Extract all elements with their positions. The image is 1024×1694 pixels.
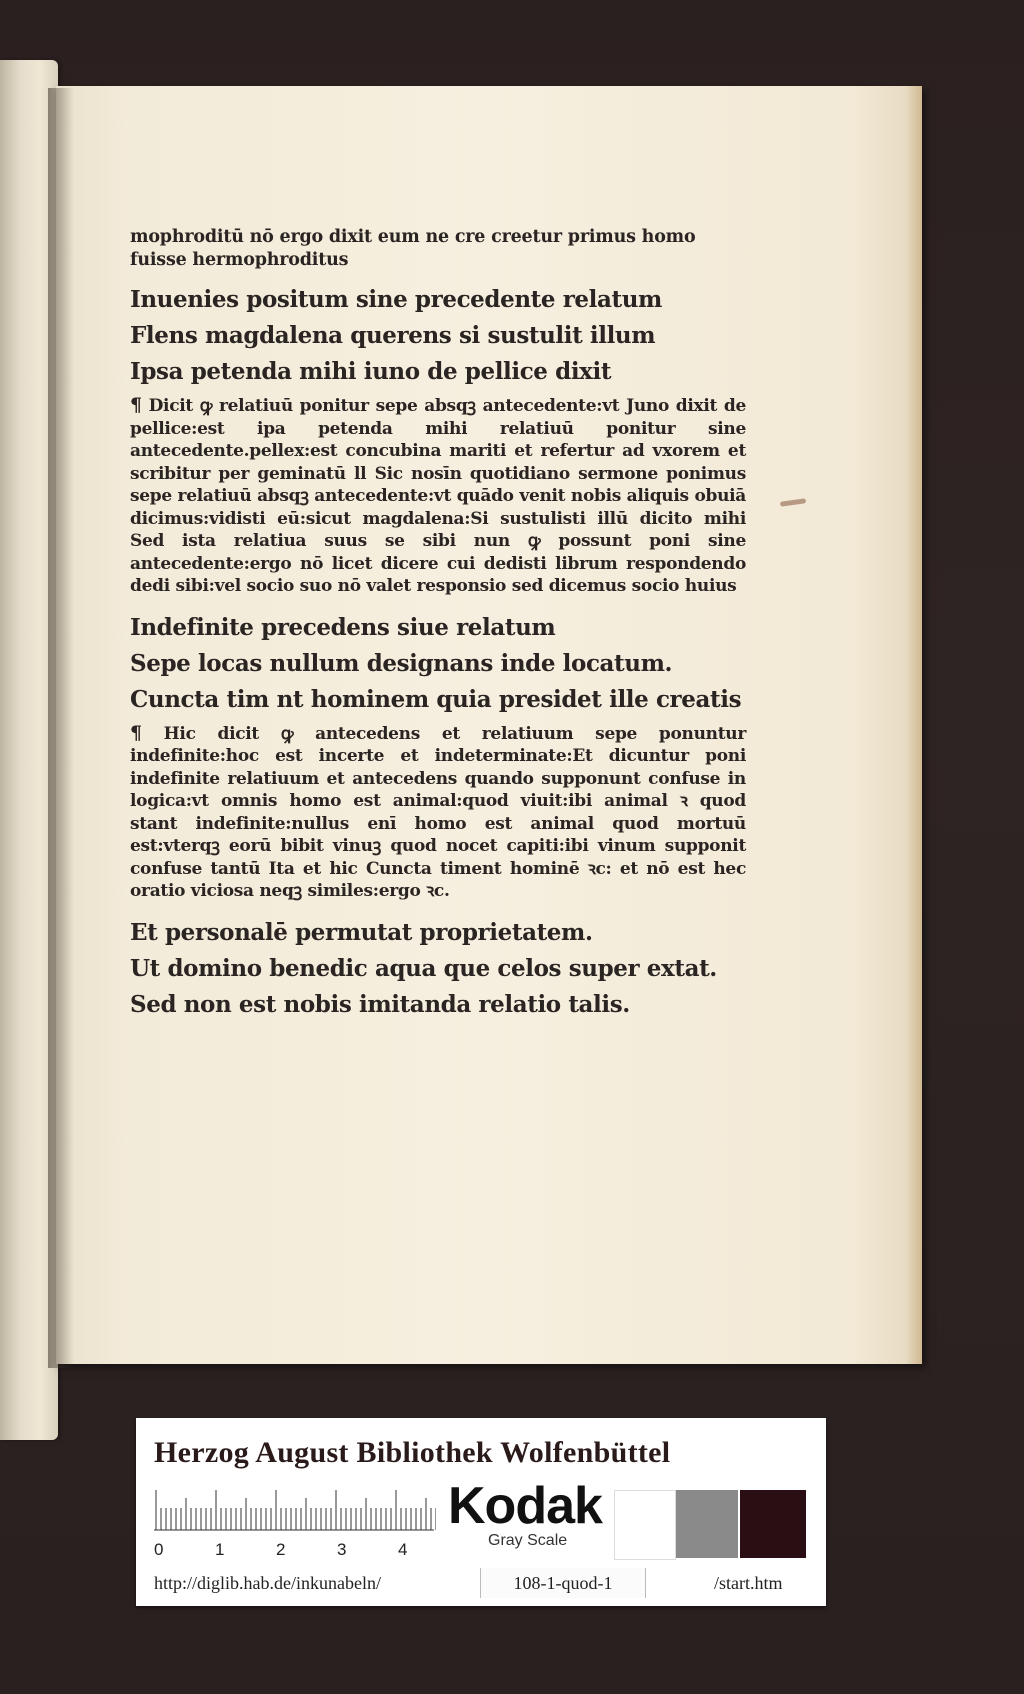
commentary-text: Dicit ꝙ relatiuū ponitur sepe absqꝫ antecedente:vt Juno dixit de pellice:est ipa petenda mihi relatiuū ponitur sine antecedente.pellex:est concubina mariti et refertur ad vxorem et scribitur per geminatū ll Sic nosīn quotidiano sermone ponimus sepe relatiuū absqꝫ antecedente:vt quādo venit nobis aliquis obuiā dicimus:vidisti eū:sicut magdalena:Si sustulisti illū dicito mihi Sed ista relatiua suus se sibi nun ꝙ possunt poni sine antecedente:ergo nō licet dicere cui dedisti librum respondendo dedi sibi:vel socio suo nō valet responsio sed dicemus socio huius (130, 396, 746, 596)
commentary-paragraph (130, 722, 746, 903)
url-suffix: /start.htm (714, 1573, 783, 1593)
verse-line: Ipsa petenda mihi iuno de pellice dixit (130, 358, 612, 385)
black-swatch (740, 1490, 806, 1558)
binding-shadow (48, 88, 74, 1368)
commentary-text: Hic dicit ꝙ antecedens et relatiuum sepe ponuntur indefinite:hoc est incerte et indeterminate:Et dicuntur poni indefinite relatiuum et antecedens quando supponunt confuse in logica:vt omnis homo est animal:quod viuit:ibi animal ꝛ quod stant indefinite:nullus enī homo est animal quod mortuū est:vterqꝫ eorū bibit vinuꝫ quod nocet capiti:ibi vinum supponit confuse tantū Ita et hic Cuncta timent hominē ꝛc: et nō est hec oratio viciosa neqꝫ similes:ergo ꝛc. (130, 723, 746, 901)
book-page (56, 86, 922, 1364)
verse-line: Ut domino benedic aqua que celos super extat. (130, 954, 717, 982)
color-scale-card (136, 1418, 826, 1606)
verse-line: Sed non est nobis imitanda relatio talis. (130, 990, 630, 1018)
verse-line: Flens magdalena querens si sustulit illum (130, 322, 656, 349)
commentary-paragraph (130, 394, 746, 598)
measurement-ruler (154, 1486, 436, 1560)
item-identifier: 108-1-quod-1 (480, 1568, 646, 1598)
paragraph-mark-icon: ¶ (130, 394, 142, 416)
url-prefix: http://diglib.hab.de/inkunabeln/ (154, 1573, 381, 1593)
ruler-label: 4 (398, 1540, 408, 1559)
ruler-ticks-icon (154, 1486, 436, 1538)
gray-swatch (676, 1490, 738, 1558)
ruler-label: 1 (215, 1540, 225, 1559)
paragraph-mark-icon: ¶ (130, 721, 142, 744)
kodak-logo: Kodak (448, 1477, 602, 1535)
page-text (130, 226, 746, 1027)
white-swatch (614, 1490, 676, 1560)
opening-lines (130, 226, 746, 272)
verse-line: Cuncta tim nt hominem quia presidet ille creatis (130, 685, 742, 713)
prose-line-1: mophroditū nō ergo dixit eum ne cre creetur primus homo (130, 227, 696, 247)
ruler-label: 2 (276, 1540, 286, 1559)
prose-line-2: fuisse hermophroditus (130, 250, 349, 270)
verse-line: Inuenies positum sine precedente relatum (130, 286, 662, 313)
gray-scale-label: Gray Scale (488, 1532, 568, 1549)
ruler-label: 0 (154, 1540, 164, 1559)
ink-blot (780, 498, 806, 507)
verse-line: Indefinite precedens siue relatum (130, 613, 556, 641)
ruler-label: 3 (337, 1540, 347, 1559)
verse-line: Et personalē permutat proprietatem. (130, 918, 593, 946)
library-title: Herzog August Bibliothek Wolfenbüttel (154, 1436, 671, 1469)
verse-line: Sepe locas nullum designans inde locatum. (130, 649, 673, 677)
